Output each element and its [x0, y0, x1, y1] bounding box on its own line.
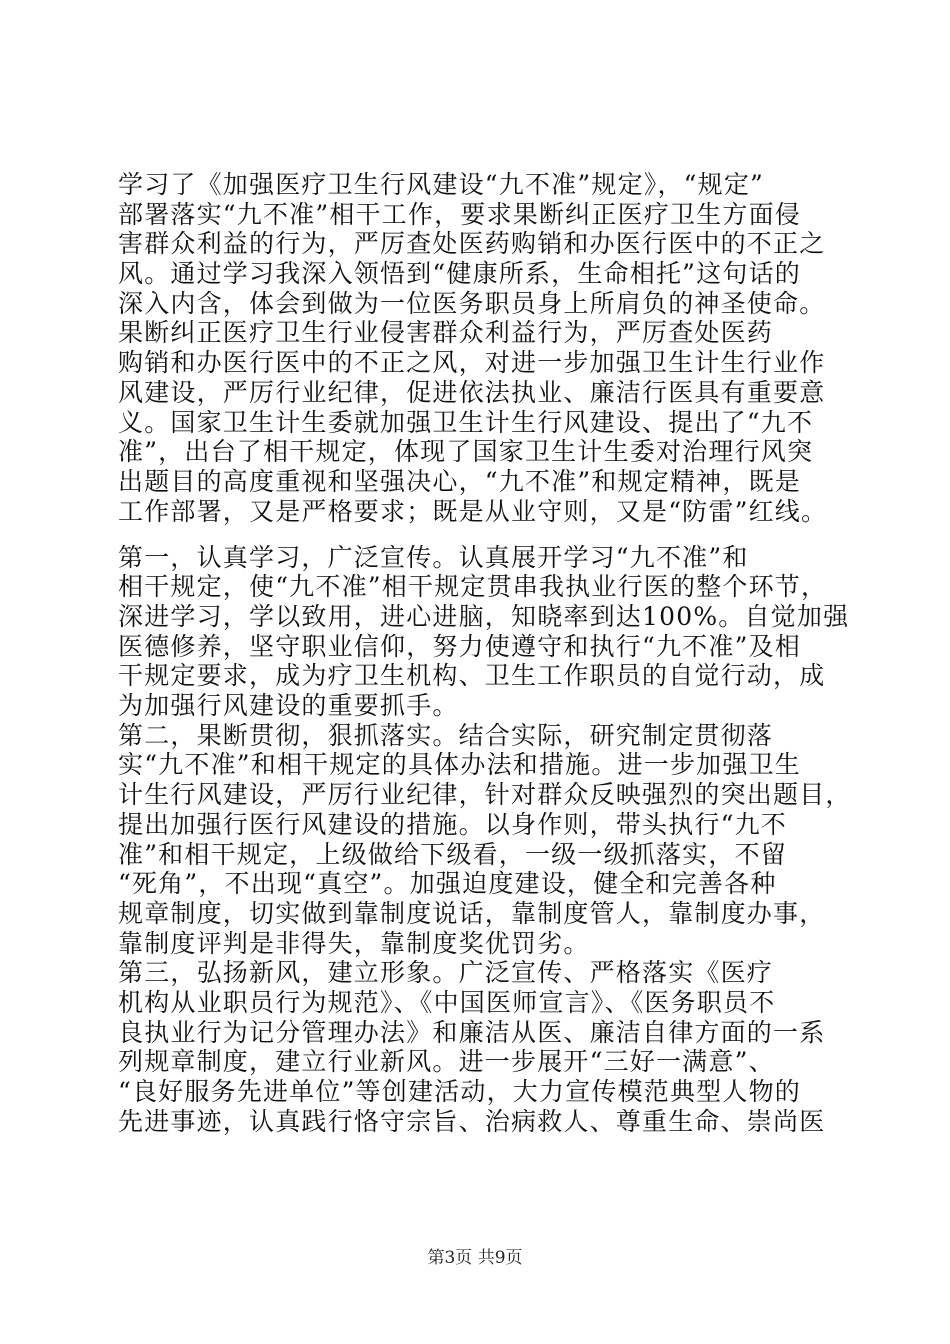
- paragraph-line: 部署落实“九不准”相干工作，要求果断纠正医疗卫生方面侵: [118, 200, 801, 229]
- paragraph-line: “良好服务先进单位”等创建活动，大力宣传模范典型人物的: [118, 1077, 801, 1106]
- paragraph-line: 第三，弘扬新风，建立形象。广泛宣传、严格落实《医疗: [118, 958, 774, 987]
- paragraph-line: 干规定要求，成为疗卫生机构、卫生工作职员的自觉行动，成: [118, 661, 826, 690]
- paragraph-line: 相干规定，使“九不准”相干规定贯串我执业行医的整个环节，: [118, 572, 828, 601]
- paragraph-line: 第一，认真学习，广泛宣传。认真展开学习“九不准”和: [118, 543, 749, 572]
- paragraph-line: 实“九不准”和相干规定的具体办法和措施。进一步加强卫生: [118, 750, 801, 779]
- paragraph-line: “死角”，不出现“真空”。加强迫度建设，健全和完善各种: [118, 869, 777, 898]
- paragraph-line: 规章制度，切实做到靠制度说话，靠制度管人，靠制度办事，: [118, 899, 826, 928]
- paragraph-line: 第二，果断贯彻，狠抓落实。结合实际，研究制定贯彻落: [118, 721, 774, 750]
- paragraph-line: 购销和办医行医中的不正之风，对进一步加强卫生计生行业作: [118, 348, 826, 377]
- paragraph-line: 义。国家卫生计生委就加强卫生计生行风建设、提出了“九不: [118, 408, 814, 437]
- paragraph-line: 计生行风建设，严厉行业纪律，针对群众反映强烈的突出题目，: [118, 780, 852, 809]
- paragraph-line: 为加强行风建设的重要抓手。: [118, 691, 459, 720]
- paragraph-line: 良执业行为记分管理办法》和廉洁从医、廉洁自律方面的一系: [118, 1018, 826, 1047]
- paragraph-line: 准”，出台了相干规定，体现了国家卫生计生委对治理行风突: [118, 437, 814, 466]
- paragraph-line: 学习了《加强医疗卫生行风建设“九不准”规定》，“规定”: [118, 170, 765, 199]
- paragraph-line: 害群众利益的行为，严厉查处医药购销和办医行医中的不正之: [118, 229, 826, 258]
- paragraph-line: 风建设，严厉行业纪律，促进依法执业、廉洁行医具有重要意: [118, 378, 826, 407]
- paragraph-line: 机构从业职员行为规范》、《中国医师宣言》、《医务职员不: [118, 988, 776, 1017]
- paragraph-line: 工作部署，又是严格要求；既是从业守则，又是“防雷”红线。: [118, 497, 828, 526]
- paragraph-line: 先进事迹，认真践行恪守宗旨、治病救人、尊重生命、崇尚医: [118, 1107, 826, 1136]
- paragraph-line: 风。通过学习我深入领悟到“健康所系，生命相托”这句话的: [118, 259, 801, 288]
- paragraph-line: 提出加强行医行风建设的措施。以身作则，带头执行“九不: [118, 810, 787, 839]
- paragraph-line: 深进学习，学以致用，进心进脑，知晓率到达100%。自觉加强: [118, 602, 850, 631]
- paragraph-line: 深入内含，体会到做为一位医务职员身上所肩负的神圣使命。: [118, 289, 826, 318]
- page-number-footer: 第3页 共9页: [427, 1248, 523, 1268]
- paragraph-line: 列规章制度，建立行业新风。进一步展开“三好一满意”、: [118, 1047, 775, 1076]
- paragraph-line: 准”和相干规定，上级做给下级看，一级一级抓落实，不留: [118, 840, 787, 869]
- paragraph-line: 医德修养，坚守职业信仰，努力使遵守和执行“九不准”及相: [118, 632, 801, 661]
- paragraph-line: 靠制度评判是非得失，靠制度奖优罚劣。: [118, 929, 590, 958]
- paragraph-line: 果断纠正医疗卫生行业侵害群众利益行为，严厉查处医药: [118, 318, 774, 347]
- paragraph-line: 出题目的高度重视和坚强决心，“九不准”和规定精神，既是: [118, 467, 801, 496]
